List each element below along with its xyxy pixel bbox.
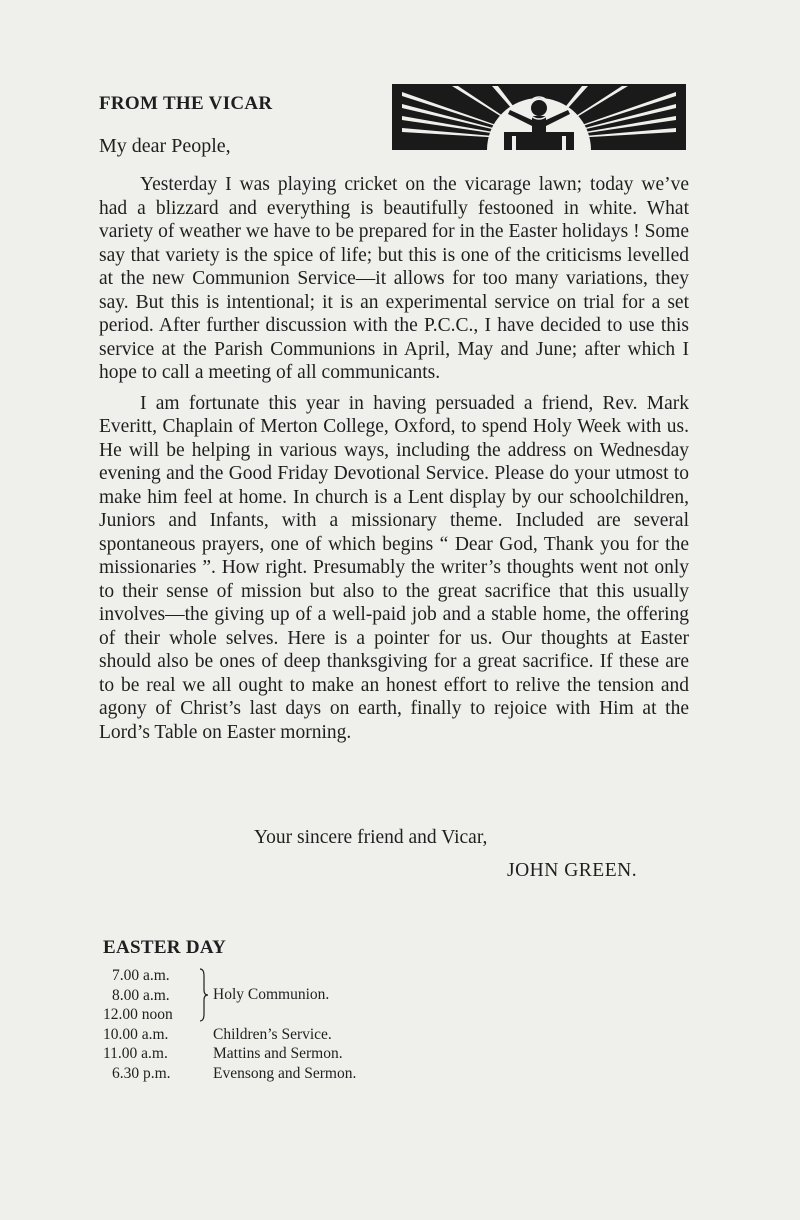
- service-time: 6.30 p.m.: [112, 1064, 171, 1082]
- service-time: 7.00 a.m.: [112, 967, 170, 984]
- letter-signoff: Your sincere friend and Vicar,: [254, 827, 488, 848]
- letter-paragraph: I am fortunate this year in having persuaded a friend, Rev. Mark Everitt, Chaplain of Merton College, Oxford, to spend Holy Week with us. He will be helping in various ways, including the address on Wednesday evening and the Good Friday Devotional Service. Please do your utmost to make him feel at home. In church is a Lent display by our schoolchildren, Juniors and Infants, with a missionary theme. Included are several spontaneous prayers, one of which begins “ Dear God, Thank you for the missionaries ”. How right. Presumably the writer’s thoughts went not only to their sense of mission but also to the great sacrifice that this usually involves—the giving up of a well-paid job and a stable home, the offering of their whole selves. Here is a pointer for us. Our thoughts at Easter should also be ones of deep thanksgiving for a great sacrifice. If these are to be real we all ought to make an honest effort to relive the tension and agony of Christ’s last days on earth, finally to rejoice with Him at the Lord’s Table on Easter morning.: [99, 392, 689, 743]
- easter-day-heading: EASTER DAY: [103, 937, 227, 958]
- service-time: 8.00 a.m.: [112, 986, 170, 1004]
- service-name: Children’s Service.: [213, 1025, 332, 1043]
- service-time: 10.00 a.m.: [103, 1025, 169, 1043]
- holy-communion-group: [103, 966, 356, 1025]
- letter-signature: JOHN GREEN.: [507, 860, 638, 881]
- salutation: My dear People,: [99, 135, 231, 157]
- service-time: 12.00 noon: [103, 1006, 173, 1023]
- brace-icon: [199, 968, 209, 1022]
- service-row: [103, 1044, 356, 1064]
- service-row: [103, 1025, 356, 1045]
- service-name: Evensong and Sermon.: [213, 1064, 357, 1082]
- christ-in-glory-woodcut-icon: [392, 78, 686, 154]
- letter-paragraph: Yesterday I was playing cricket on the vicarage lawn; today we’ve had a blizzard and everything is beautifully festooned in white. What variety of weather we have to be prepared for in the Easter holidays ! Some say that variety is the spice of life; but this is one of the criticisms levelled at the new Communion Service—it allows for too many variations, they say. But this is intentional; it is an experimental service on trial for a set period. After further discussion with the P.C.C., I have decided to use this service at the Parish Communions in April, May and June; after which I hope to call a meeting of all communicants.: [99, 174, 689, 383]
- service-name: Holy Communion.: [213, 986, 330, 1003]
- service-times: [103, 966, 356, 1083]
- service-row: [103, 1005, 356, 1025]
- service-row: [103, 966, 356, 986]
- service-row: [103, 1064, 356, 1084]
- letter-heading: FROM THE VICAR: [99, 93, 273, 114]
- service-time: 11.00 a.m.: [103, 1045, 168, 1062]
- service-name: Mattins and Sermon.: [213, 1045, 343, 1062]
- letter-body: [99, 173, 689, 751]
